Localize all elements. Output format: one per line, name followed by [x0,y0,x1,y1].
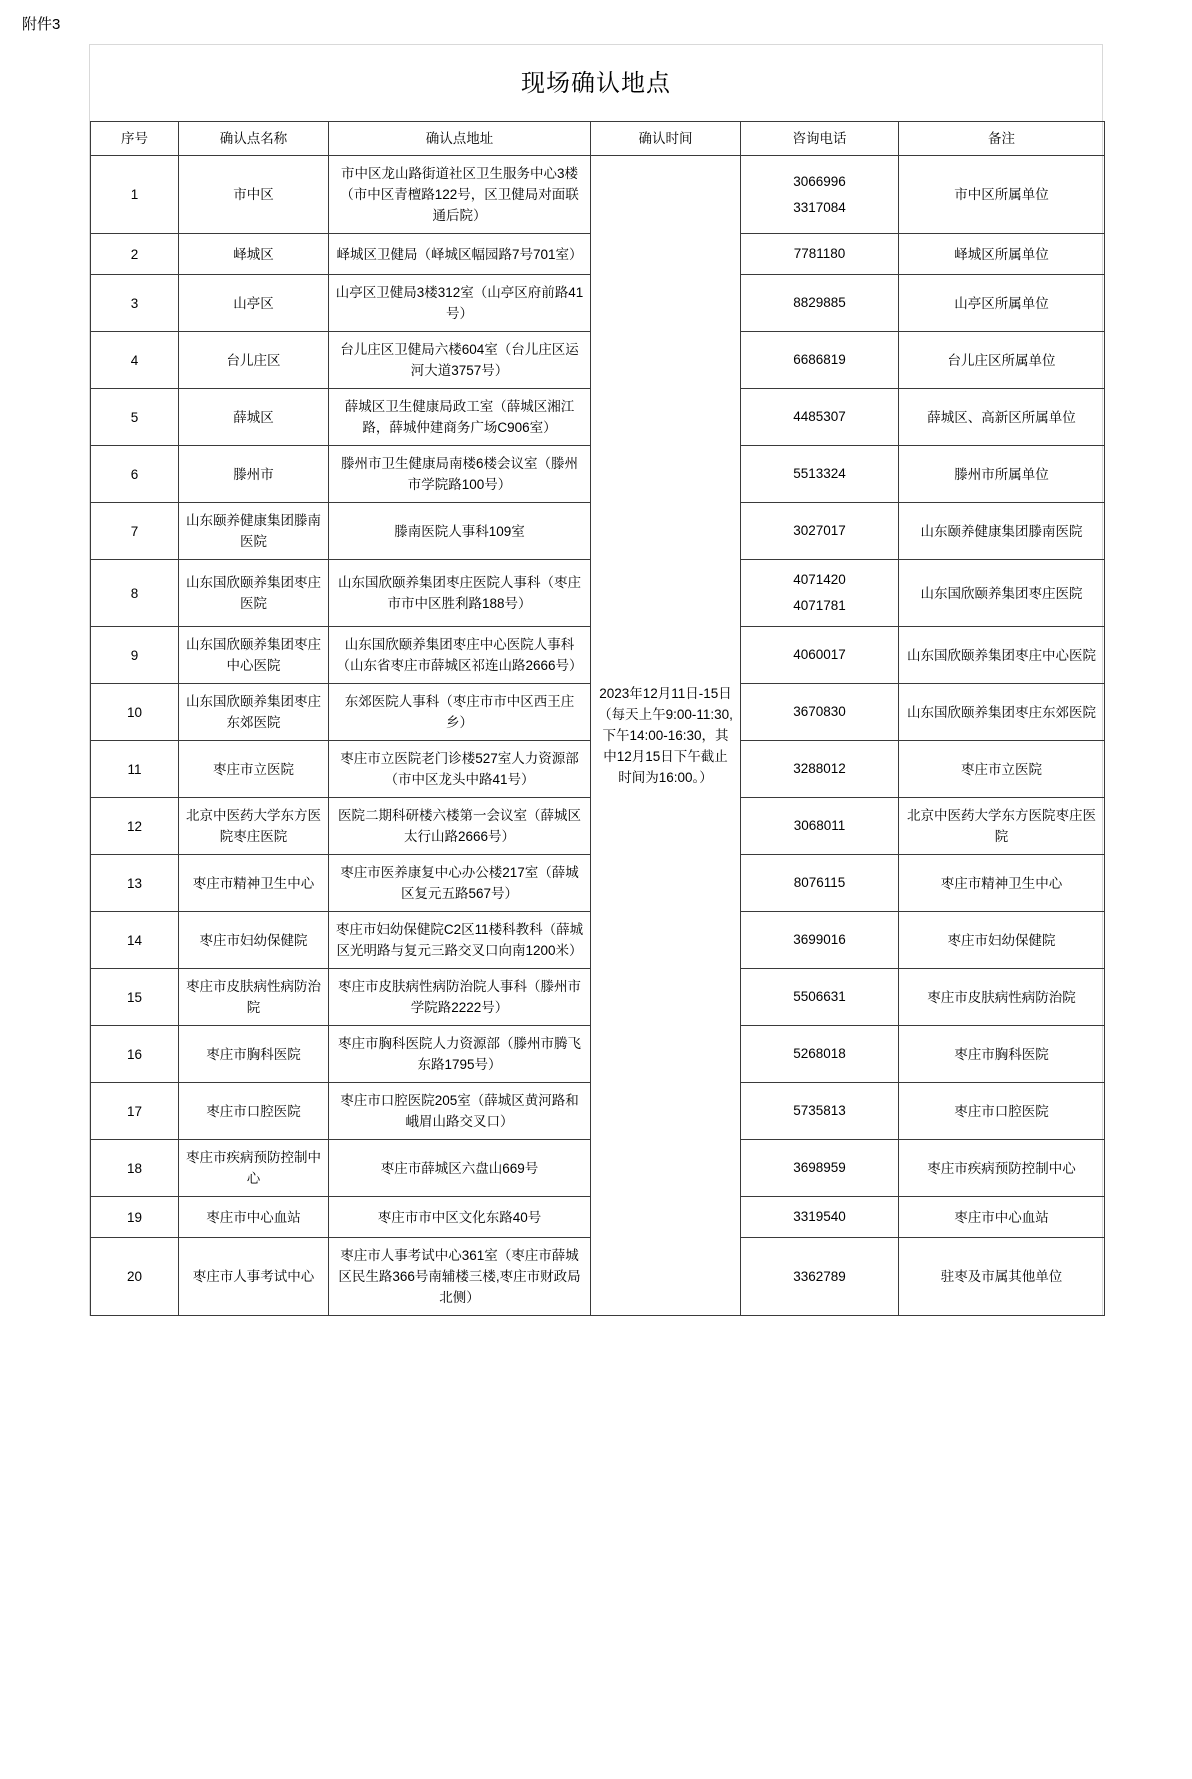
cell-phone [741,912,899,969]
cell-no: 6 [91,446,179,503]
phone-number: 3319540 [793,1209,846,1224]
phone-number: 3066996 [793,173,846,189]
cell-remark: 山东国欣颐养集团枣庄中心医院 [899,627,1105,684]
cell-no: 3 [91,275,179,332]
cell-site-address: 枣庄市胸科医院人力资源部（滕州市腾飞东路1795号） [329,1026,591,1083]
cell-remark: 枣庄市皮肤病性病防治院 [899,969,1105,1026]
phone-number: 3698959 [793,1160,846,1175]
cell-site-name: 山东国欣颐养集团枣庄东郊医院 [179,684,329,741]
cell-site-address: 台儿庄区卫健局六楼604室（台儿庄区运河大道3757号） [329,332,591,389]
cell-no: 18 [91,1140,179,1197]
cell-phone [741,234,899,275]
cell-no: 19 [91,1197,179,1238]
phone-number: 4485307 [793,409,846,424]
cell-no: 9 [91,627,179,684]
cell-phone [741,1197,899,1238]
cell-site-address: 枣庄市口腔医院205室（薛城区黄河路和峨眉山路交叉口） [329,1083,591,1140]
cell-site-name: 台儿庄区 [179,332,329,389]
table-row [91,156,1105,234]
cell-remark: 北京中医药大学东方医院枣庄医院 [899,798,1105,855]
phone-number: 3068011 [793,818,846,833]
cell-site-address: 枣庄市妇幼保健院C2区11楼科教科（薛城区光明路与复元三路交叉口向南1200米） [329,912,591,969]
cell-remark: 山亭区所属单位 [899,275,1105,332]
phone-number: 5513324 [793,466,846,481]
phone-number: 4060017 [793,647,846,662]
phone-number: 8829885 [793,295,846,310]
cell-phone [741,1238,899,1316]
cell-site-address: 枣庄市医养康复中心办公楼217室（薛城区复元五路567号） [329,855,591,912]
cell-site-address: 峄城区卫健局（峄城区幅园路7号701室） [329,234,591,275]
cell-site-name: 枣庄市妇幼保健院 [179,912,329,969]
phone-number: 3288012 [793,761,846,776]
cell-remark: 驻枣及市属其他单位 [899,1238,1105,1316]
phone-number: 4071781 [793,598,846,613]
cell-site-address: 枣庄市市中区文化东路40号 [329,1197,591,1238]
cell-site-name: 薛城区 [179,389,329,446]
page-title: 现场确认地点 [521,70,671,97]
cell-site-address: 薛城区卫生健康局政工室（薛城区湘江路，薛城仲建商务广场C906室） [329,389,591,446]
cell-site-address: 医院二期科研楼六楼第一会议室（薛城区太行山路2666号） [329,798,591,855]
cell-site-address: 山亭区卫健局3楼312室（山亭区府前路41号） [329,275,591,332]
cell-site-name: 枣庄市口腔医院 [179,1083,329,1140]
cell-no: 8 [91,560,179,627]
cell-phone [741,1083,899,1140]
cell-phone [741,503,899,560]
cell-phone [741,156,899,234]
column-header-no: 序号 [91,122,179,156]
cell-no: 2 [91,234,179,275]
cell-site-name: 山东国欣颐养集团枣庄医院 [179,560,329,627]
cell-remark: 枣庄市胸科医院 [899,1026,1105,1083]
cell-site-name: 山东颐养健康集团滕南医院 [179,503,329,560]
cell-phone [741,969,899,1026]
phone-number: 3670830 [793,704,846,719]
cell-site-name: 枣庄市人事考试中心 [179,1238,329,1316]
cell-site-address: 山东国欣颐养集团枣庄医院人事科（枣庄市市中区胜利路188号） [329,560,591,627]
cell-site-name: 枣庄市精神卫生中心 [179,855,329,912]
phone-number: 5506631 [793,989,846,1004]
column-header-name: 确认点名称 [179,122,329,156]
phone-number: 5735813 [793,1103,846,1118]
document-frame [89,44,1103,1316]
cell-remark: 市中区所属单位 [899,156,1105,234]
cell-remark: 山东国欣颐养集团枣庄东郊医院 [899,684,1105,741]
cell-site-address: 滕州市卫生健康局南楼6楼会议室（滕州市学院路100号） [329,446,591,503]
cell-site-address: 枣庄市人事考试中心361室（枣庄市薛城区民生路366号南辅楼三楼,枣庄市财政局北侧） [329,1238,591,1316]
confirmation-sites-table [90,121,1105,1316]
attachment-label: 附件3 [22,16,61,33]
phone-number: 3699016 [793,932,846,947]
cell-site-address: 枣庄市薛城区六盘山669号 [329,1140,591,1197]
column-header-address: 确认点地址 [329,122,591,156]
cell-remark: 滕州市所属单位 [899,446,1105,503]
table-header-row [91,122,1105,156]
phone-number: 3027017 [793,523,846,538]
cell-site-name: 滕州市 [179,446,329,503]
cell-site-name: 枣庄市疾病预防控制中心 [179,1140,329,1197]
cell-no: 11 [91,741,179,798]
cell-site-name: 市中区 [179,156,329,234]
cell-no: 4 [91,332,179,389]
bottom-spacer [20,1316,1172,1356]
cell-site-address: 滕南医院人事科109室 [329,503,591,560]
column-header-remark: 备注 [899,122,1105,156]
phone-number: 5268018 [793,1046,846,1061]
cell-no: 17 [91,1083,179,1140]
cell-confirm-time: 2023年12月11日-15日（每天上午9:00-11:30,下午14:00-16:30，其中12月15日下午截止时间为16:00。） [591,156,741,1316]
cell-remark: 薛城区、高新区所属单位 [899,389,1105,446]
cell-phone [741,1140,899,1197]
cell-no: 16 [91,1026,179,1083]
cell-no: 1 [91,156,179,234]
cell-remark: 枣庄市妇幼保健院 [899,912,1105,969]
cell-remark: 枣庄市口腔医院 [899,1083,1105,1140]
cell-site-address: 山东国欣颐养集团枣庄中心医院人事科（山东省枣庄市薛城区祁连山路2666号） [329,627,591,684]
cell-phone [741,798,899,855]
cell-site-address: 枣庄市立医院老门诊楼527室人力资源部（市中区龙头中路41号） [329,741,591,798]
cell-phone [741,1026,899,1083]
cell-remark: 枣庄市精神卫生中心 [899,855,1105,912]
cell-no: 10 [91,684,179,741]
cell-phone [741,855,899,912]
phone-number: 4071420 [793,572,846,587]
cell-site-name: 枣庄市皮肤病性病防治院 [179,969,329,1026]
cell-site-name: 枣庄市立医院 [179,741,329,798]
column-header-time: 确认时间 [591,122,741,156]
cell-no: 14 [91,912,179,969]
cell-phone [741,275,899,332]
cell-site-address: 市中区龙山路街道社区卫生服务中心3楼（市中区青檀路122号，区卫健局对面联通后院） [329,156,591,234]
cell-phone [741,560,899,627]
cell-remark: 枣庄市疾病预防控制中心 [899,1140,1105,1197]
cell-remark: 枣庄市中心血站 [899,1197,1105,1238]
cell-phone [741,389,899,446]
cell-no: 5 [91,389,179,446]
cell-site-name: 山亭区 [179,275,329,332]
cell-site-name: 北京中医药大学东方医院枣庄医院 [179,798,329,855]
cell-remark: 台儿庄区所属单位 [899,332,1105,389]
cell-remark: 山东国欣颐养集团枣庄医院 [899,560,1105,627]
cell-phone [741,684,899,741]
cell-remark: 峄城区所属单位 [899,234,1105,275]
cell-site-name: 枣庄市中心血站 [179,1197,329,1238]
phone-number: 8076115 [793,875,846,890]
cell-no: 15 [91,969,179,1026]
phone-number: 6686819 [793,352,846,367]
column-header-phone: 咨询电话 [741,122,899,156]
cell-phone [741,446,899,503]
cell-site-name: 峄城区 [179,234,329,275]
cell-remark: 山东颐养健康集团滕南医院 [899,503,1105,560]
phone-number: 3317084 [793,199,846,215]
cell-site-address: 枣庄市皮肤病性病防治院人事科（滕州市学院路2222号） [329,969,591,1026]
cell-no: 12 [91,798,179,855]
cell-site-name: 枣庄市胸科医院 [179,1026,329,1083]
phone-number: 7781180 [793,246,846,261]
cell-phone [741,332,899,389]
cell-no: 20 [91,1238,179,1316]
cell-remark: 枣庄市立医院 [899,741,1105,798]
cell-site-address: 东郊医院人事科（枣庄市市中区西王庄乡） [329,684,591,741]
cell-no: 7 [91,503,179,560]
cell-phone [741,741,899,798]
cell-site-name: 山东国欣颐养集团枣庄中心医院 [179,627,329,684]
cell-no: 13 [91,855,179,912]
cell-phone [741,627,899,684]
phone-number: 3362789 [793,1268,846,1284]
table-body [91,156,1105,1316]
